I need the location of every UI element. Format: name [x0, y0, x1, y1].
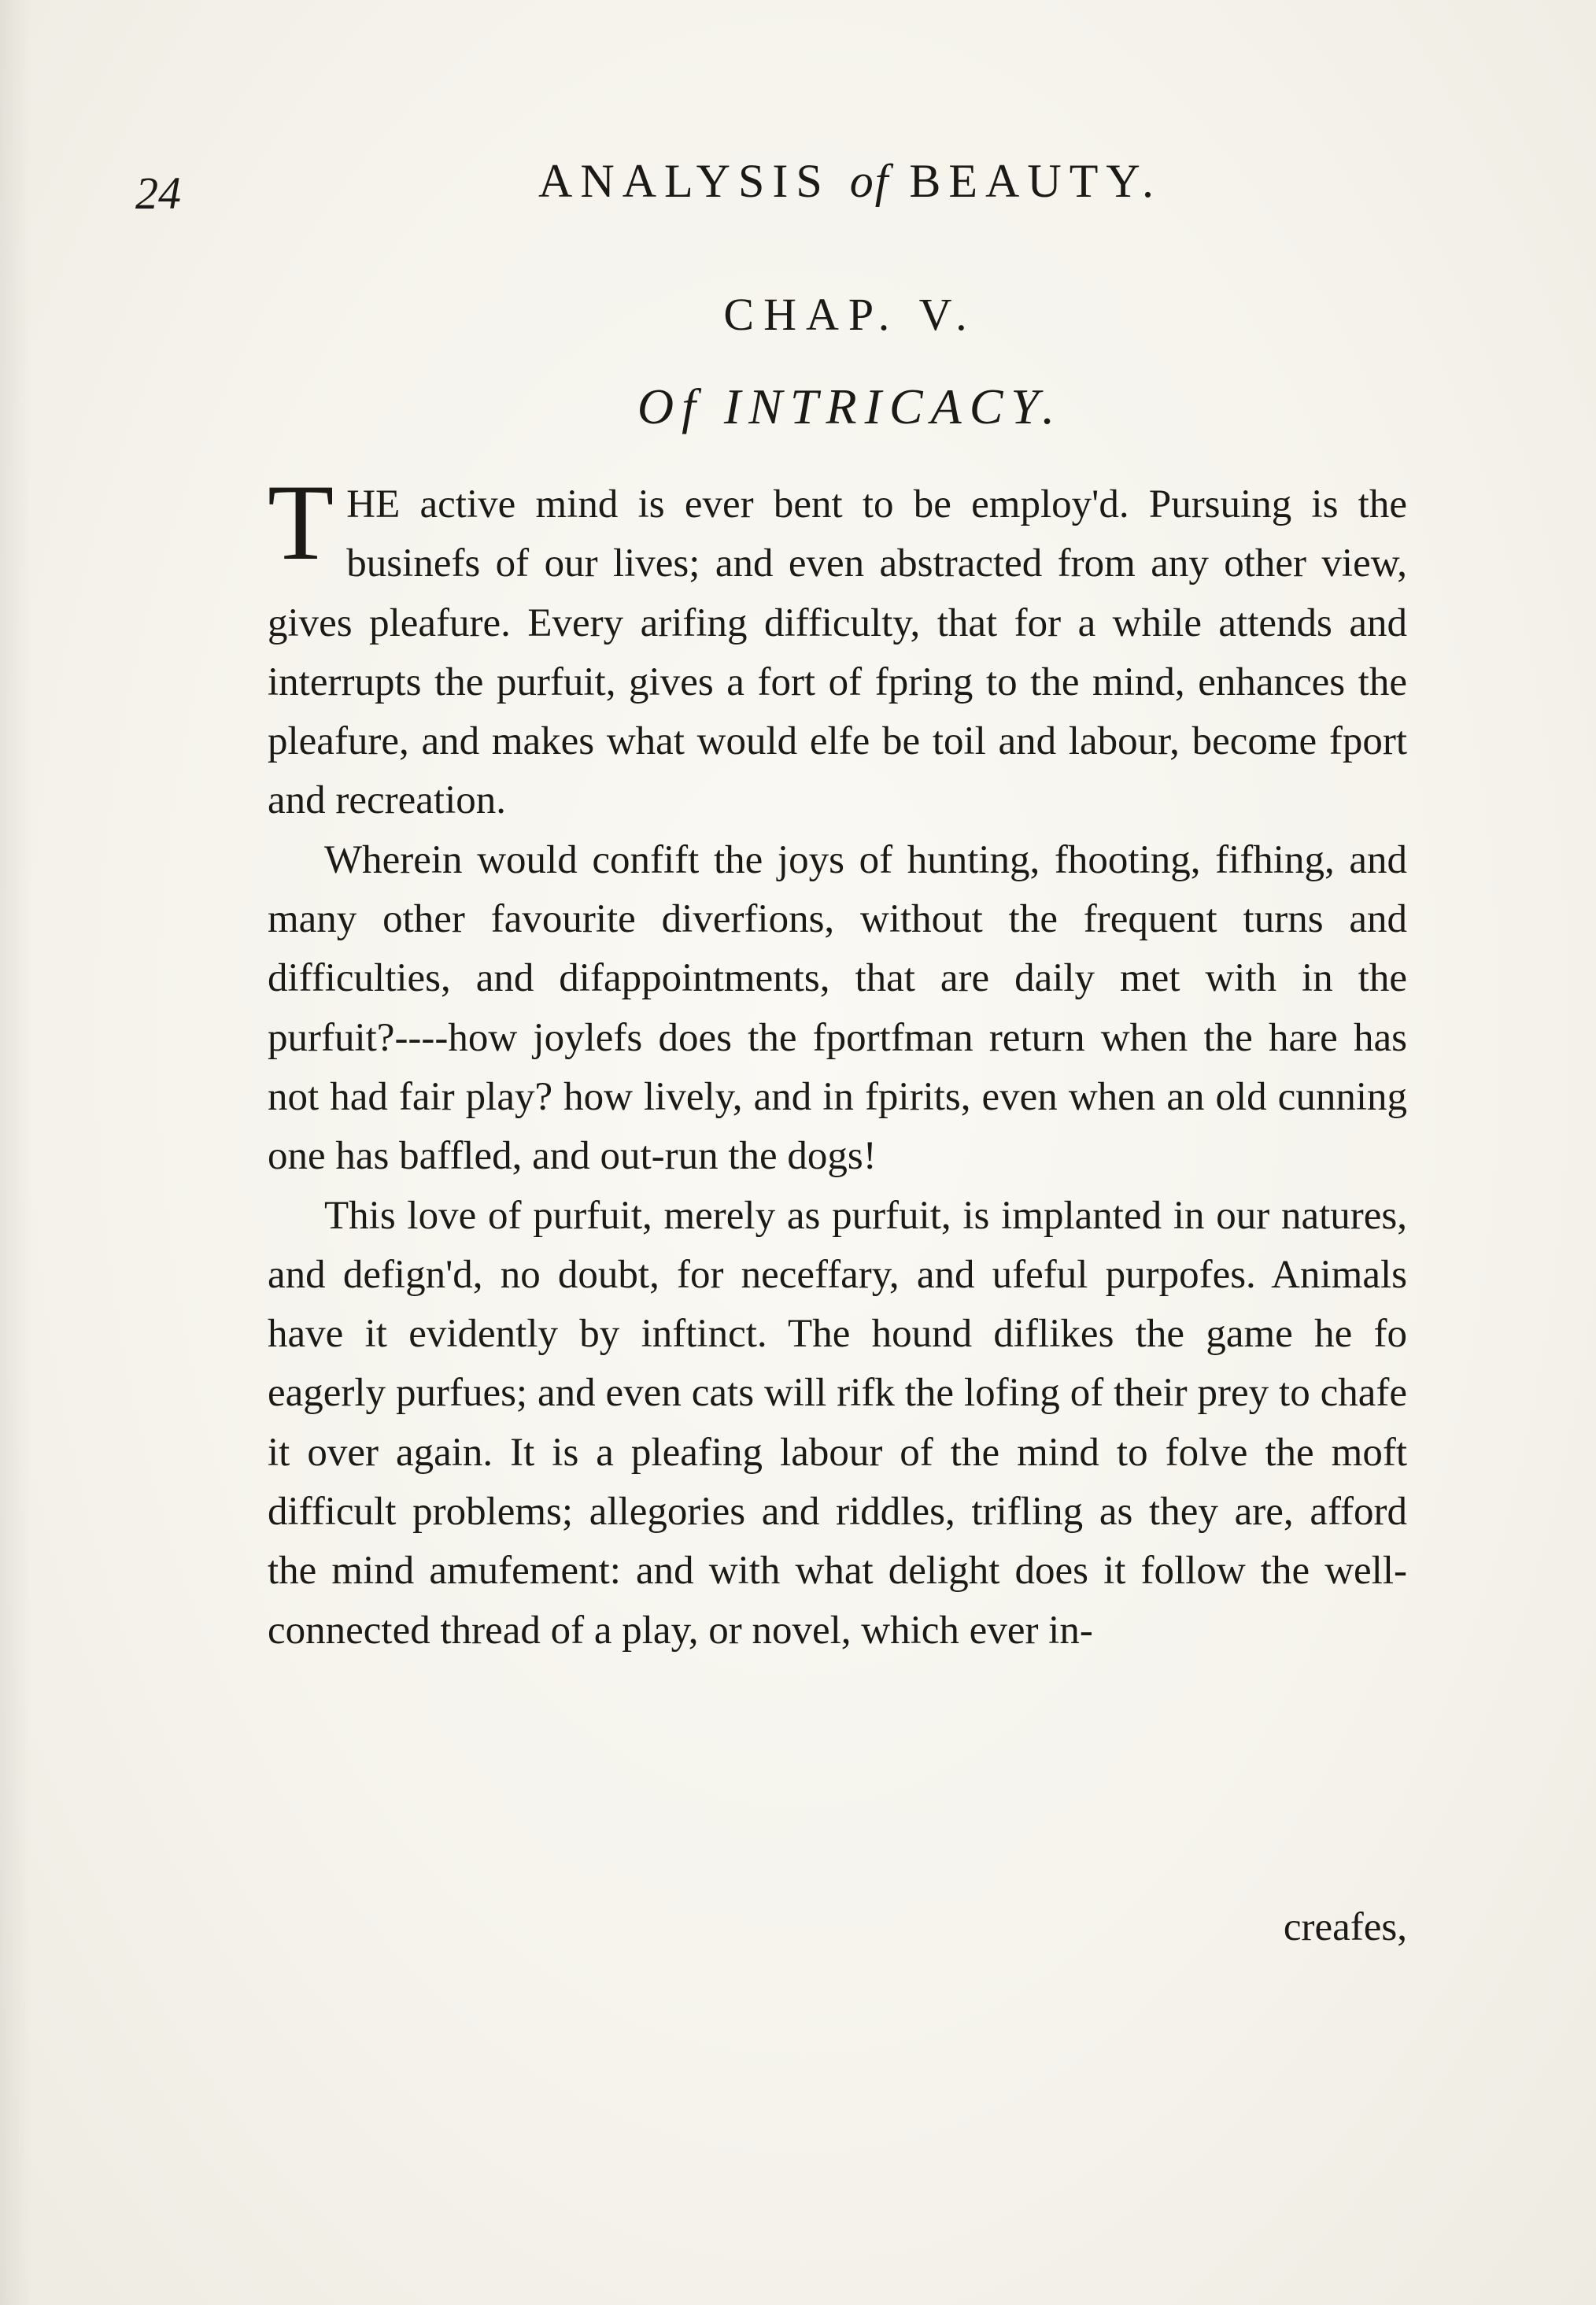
chapter-title: Of INTRICACY. [637, 379, 1063, 434]
paragraph-2: Wherein would confift the joys of hunting, fhooting, fifhing, and many other favourite diverfions, without the frequent turns and difficulties, and difappointments, that are daily met with in the purfuit?----how joylefs does the fportfman return when the hare has not had fair play? how lively, and in fpirits, even when an old cunning one has baffled, and out-run the dogs! [268, 837, 1407, 1179]
page-number: 24 [135, 168, 181, 219]
gutter-shadow [0, 0, 31, 2305]
paragraph-1 [268, 462, 1407, 831]
running-head-of: of [849, 155, 890, 207]
catchword: creafes, [1283, 1905, 1407, 1949]
paragraph-1-text: HE active mind is ever bent to be employ'd. Pursuing is the businefs of our lives; and even abstracted from any other view, gives pleafure. Every arifing difficulty, that for a while attends and interrupts the purfuit, gives a fort of fpring to the mind, enhances the pleafure, and makes what would elfe be toil and labour, become fport and recreation. [268, 482, 1407, 823]
body-text [268, 462, 1407, 1660]
chapter-number: CHAP. V. [723, 289, 977, 340]
running-head-part1: ANALYSIS [538, 155, 850, 207]
running-head [268, 154, 1432, 209]
drop-cap: T [268, 462, 334, 582]
running-head-part3: BEAUTY. [889, 155, 1162, 207]
paragraph-3: This love of purfuit, merely as purfuit, is implanted in our natures, and defign'd, no doubt, for neceffary, and ufeful purpofes. Animals have it evidently by inftinct. The hound diflikes the game he fo eagerly purfues; and even cats will rifk the lofing of their prey to chafe it over again. It is a pleafing labour of the mind to folve the moft difficult problems; allegories and riddles, trifling as they are, afford the mind amufement: and with what delight does it follow the well-connected thread of a play, or novel, which ever in- [268, 1193, 1407, 1653]
